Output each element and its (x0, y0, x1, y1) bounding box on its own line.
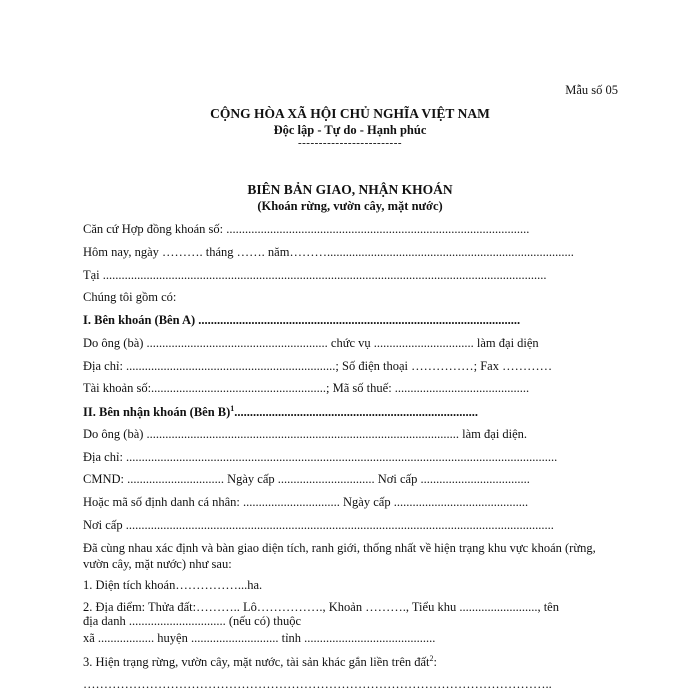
handover-statement: Đã cùng nhau xác định và bàn giao diện tích, ranh giới, thống nhất về hiện trạng khu vực khoán (rừng, vườn cây, mặt nước) như sau: (83, 541, 596, 571)
party-a-address: Địa chỉ: ...................................................................; Số điện thoại ……………; Fax ………… (83, 359, 553, 373)
document-subtitle: (Khoán rừng, vườn cây, mặt nước) (257, 199, 443, 213)
current-status-dots: ………………………………………………………………………………………………….. (83, 677, 552, 691)
current-status-colon: : (433, 655, 437, 670)
party-b-heading-text: II. Bên nhận khoán (Bên B) (83, 405, 231, 420)
party-a-representative: Do ông (bà) .......................................................... chức vụ ................................ làm đại diện (83, 336, 539, 350)
party-b-heading-dots: .............................................................................. (234, 405, 479, 420)
party-a-heading: I. Bên khoán (Bên A) ....................................................................................................... (83, 313, 521, 327)
party-b-heading (83, 404, 478, 420)
party-b-issue-place: Nơi cấp ......................................................................................................................................... (83, 518, 554, 532)
national-motto: Độc lập - Tự do - Hạnh phúc (273, 123, 427, 137)
document-title: BIÊN BẢN GIAO, NHẬN KHOÁN (247, 182, 453, 197)
date-line: Hôm nay, ngày ………. tháng ……. năm………............................................................................... (83, 245, 574, 259)
header-divider: ------------------------- (297, 137, 403, 149)
party-b-address: Địa chỉ: .......................................................................................................................................... (83, 450, 558, 464)
footnote-2: 2 (429, 654, 434, 663)
current-status-text: 3. Hiện trạng rừng, vườn cây, mặt nước, tài sản khác gắn liền trên đất (83, 655, 430, 670)
party-a-account: Tài khoản số:........................................................; Mã số thuế: ........................................... (83, 381, 530, 395)
location-detail-line-1: 2. Địa điểm: Thửa đất:……….. Lô……………., Khoản ………., Tiểu khu ........................., tên (83, 600, 559, 614)
party-b-personal-id: Hoặc mã số định danh cá nhân: ............................... Ngày cấp ........................................... (83, 495, 529, 509)
location-detail-line-3: xã .................. huyện ............................ tỉnh .......................................... (83, 631, 436, 645)
location-line: Tại .............................................................................................................................................. (83, 268, 547, 282)
national-title: CỘNG HÒA XÃ HỘI CHỦ NGHĨA VIỆT NAM (210, 106, 490, 121)
party-b-id-card: CMND: ............................... Ngày cấp ............................... Nơi cấp ................................... (83, 472, 530, 486)
party-b-representative: Do ông (bà) .................................................................................................... làm đại diện. (83, 427, 528, 441)
location-detail-line-2: địa danh ............................... (nếu có) thuộc (83, 614, 302, 628)
current-status-line (83, 654, 437, 670)
area-line: 1. Diện tích khoán……………...ha. (83, 578, 263, 592)
footnote-1: 1 (230, 404, 235, 413)
form-number: Mẫu số 05 (565, 83, 618, 97)
parties-intro: Chúng tôi gồm có: (83, 290, 177, 304)
contract-basis-line: Căn cứ Hợp đồng khoán số: ................................................................................................. (83, 222, 530, 236)
